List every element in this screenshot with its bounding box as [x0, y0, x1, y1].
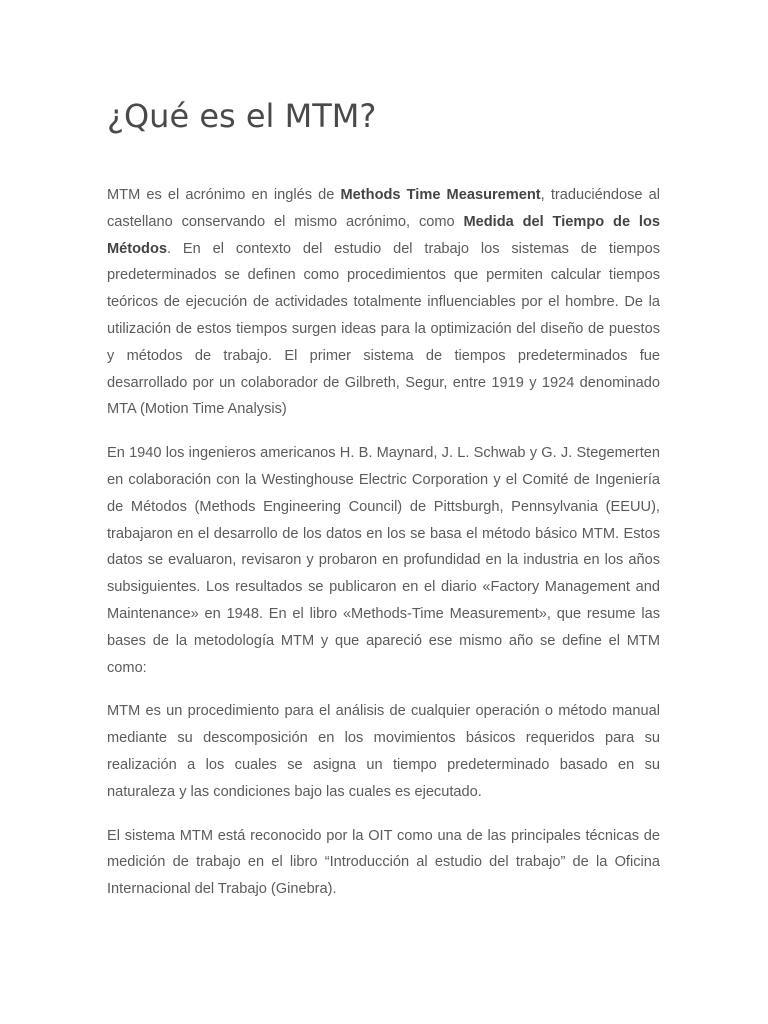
paragraph-1-text-2: , traduciéndose al castellano conservando el mismo acrónimo, como — [107, 187, 661, 230]
paragraph-2: En 1940 los ingenieros americanos H. B. Maynard, J. L. Schwab y G. J. Stegemerten en colaboración con la Westinghouse Electric Corporation y el Comité de Ingeniería de Métodos (Methods Engineering Council) de Pittsburgh, Pennsylvania (EEUU), trabajaron en el desarrollo de los datos en los se basa el método básico MTM. Estos datos se evaluaron, revisaron y probaron en profundidad en la industria en los años subsiguientes. Los resultados se publicaron en el diario «Factory Management and Maintenance» en 1948. En el libro «Methods-Time Measurement», que resume las bases de la metodología MTM y que apareció ese mismo año se define el MTM como: — [107, 445, 660, 676]
page-title: ¿Qué es el MTM? — [107, 97, 377, 135]
paragraph-4: El sistema MTM está reconocido por la OIT como una de las principales técnicas de medición de trabajo en el libro “Introducción al estudio del trabajo” de la Oficina Internacional del Trabajo (Ginebra). — [107, 827, 660, 898]
paragraph-3: MTM es un procedimiento para el análisis de cualquier operación o método manual mediante su descomposición en los movimientos básicos requeridos para su realización a los cuales se asigna un tiempo predeterminado basado en su naturaleza y las condiciones bajo las cuales es ejecutado. — [107, 703, 660, 800]
paragraph-1-text-1: MTM es el acrónimo en inglés de — [107, 187, 341, 203]
article-body — [107, 182, 660, 920]
paragraph-1 — [107, 182, 660, 423]
term-methods-time-measurement: Methods Time Measurement — [340, 187, 541, 203]
term-medida-del-tiempo: Medida del Tiempo de los Métodos — [107, 213, 660, 257]
paragraph-1-text-3: . En el contexto del estudio del trabajo los sistemas de tiempos predeterminados se definen como procedimientos que permiten calcular tiempos teóricos de ejecución de actividades totalmente influenciables por el hombre. De la utilización de estos tiempos surgen ideas para la optimización del diseño de puestos y métodos de trabajo. El primer sistema de tiempos predeterminados fue desarrollado por un colaborador de Gilbreth, Segur, entre 1919 y 1924 denominado MTA (Motion Time Analysis) — [107, 240, 660, 418]
